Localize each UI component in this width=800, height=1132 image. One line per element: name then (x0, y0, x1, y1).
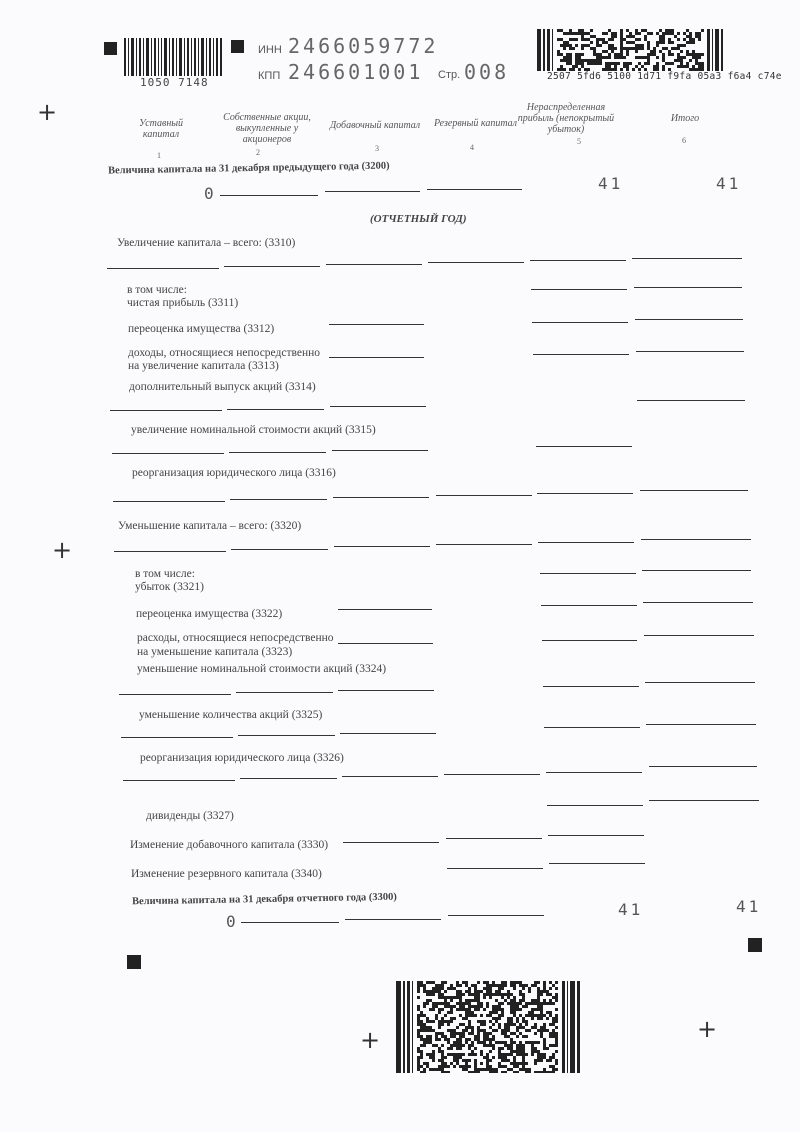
line (547, 805, 643, 806)
line (649, 800, 759, 801)
registration-mark (231, 40, 244, 53)
registration-mark (104, 42, 117, 55)
page-number: 008 (464, 60, 510, 84)
line (548, 835, 644, 836)
row-3312-label: переоценка имущества (3312) (128, 323, 275, 335)
row-including-label: в том числе: (127, 284, 187, 296)
line (543, 686, 639, 687)
line (340, 733, 436, 734)
r3200-col5-value: 41 (598, 174, 624, 193)
row-3315-label: увеличение номинальной стоимости акций (3315) (131, 424, 376, 436)
crosshair-mark: + (52, 536, 73, 564)
line (646, 724, 756, 725)
line (444, 774, 540, 775)
line (121, 737, 233, 738)
registration-mark (748, 938, 762, 952)
line (436, 544, 532, 545)
line (107, 268, 219, 269)
line (544, 727, 640, 728)
row-3320-label: Уменьшение капитала – всего: (3320) (118, 520, 302, 532)
column-header-5: Нераспределенная прибыль (непокрытый убыток) (517, 102, 615, 135)
row-3323-label-line1: расходы, относящиеся непосредственно (137, 632, 334, 644)
r3300-col5-value: 41 (618, 900, 644, 919)
line (114, 551, 226, 552)
pdf417-barcode-bottom (396, 981, 582, 1073)
linear-barcode (124, 38, 224, 76)
line (220, 195, 318, 196)
row-3325-label: уменьшение количества акций (3325) (139, 709, 323, 721)
r3200-col1-value: 0 (204, 184, 217, 203)
line (338, 690, 434, 691)
column-number-3: 3 (375, 144, 379, 153)
line (644, 635, 754, 636)
r3200-col6-value: 41 (716, 174, 742, 193)
line (338, 609, 432, 610)
line (231, 549, 328, 550)
row-3314-label: дополнительный выпуск акций (3314) (129, 381, 316, 393)
row-3200-label: Величина капитала на 31 декабря предыдущего года (3200) (107, 160, 390, 177)
line (531, 289, 627, 290)
line (329, 324, 424, 325)
line (636, 351, 744, 352)
line (334, 546, 430, 547)
line (119, 694, 231, 695)
row-3313-label-line2: на увеличение капитала (3313) (128, 360, 279, 372)
line (641, 539, 751, 540)
line (542, 640, 637, 641)
line (345, 919, 441, 920)
line (546, 772, 642, 773)
line (238, 735, 335, 736)
r3300-col1-value: 0 (226, 912, 239, 931)
column-header-2: Собственные акции, выкупленные у акционеров (223, 112, 311, 145)
line (329, 357, 424, 358)
line (637, 400, 745, 401)
row-3326-label: реорганизация юридического лица (3326) (140, 752, 344, 764)
column-header-6: Итого (670, 113, 700, 124)
line (227, 409, 324, 410)
line (643, 602, 753, 603)
row-3330-label: Изменение добавочного капитала (3330) (130, 839, 329, 851)
line (446, 838, 542, 839)
row-3323-label-line2: на уменьшение капитала (3323) (137, 646, 293, 658)
line (635, 319, 743, 320)
line (634, 287, 742, 288)
line (326, 264, 422, 265)
row-3313-label-line1: доходы, относящиеся непосредственно (128, 347, 321, 359)
line (112, 453, 224, 454)
kpp-label: КПП (258, 70, 281, 82)
row-including-label: в том числе: (135, 568, 195, 580)
column-number-1: 1 (157, 151, 161, 160)
line (530, 260, 626, 261)
line (640, 490, 748, 491)
hash-string: 2507 5fd6 5100 1d71 f9fa 05a3 f6a4 c74e (547, 71, 782, 82)
line (427, 189, 522, 190)
line (240, 778, 337, 779)
line (533, 354, 629, 355)
barcode-number: 1050 7148 (140, 76, 209, 89)
row-3321-label: убыток (3321) (135, 581, 204, 593)
line (540, 573, 636, 574)
crosshair-mark: + (360, 1026, 381, 1054)
line (448, 915, 544, 916)
line (541, 605, 637, 606)
crosshair-mark: + (37, 98, 58, 126)
row-3340-label: Изменение резервного капитала (3340) (131, 868, 322, 880)
line (224, 266, 320, 267)
line (436, 495, 532, 496)
registration-mark (127, 955, 141, 969)
line (123, 780, 235, 781)
section-title: (ОТЧЕТНЫЙ ГОД) (370, 213, 467, 225)
row-3324-label: уменьшение номинальной стоимости акций (3324) (137, 663, 387, 675)
line (333, 497, 429, 498)
line (642, 570, 751, 571)
column-number-2: 2 (256, 148, 260, 157)
row-3322-label: переоценка имущества (3322) (136, 608, 283, 620)
line (536, 446, 632, 447)
column-header-3: Добавочный капитал (329, 120, 421, 131)
line (343, 842, 439, 843)
line (332, 450, 428, 451)
row-3316-label: реорганизация юридического лица (3316) (132, 467, 336, 479)
line (549, 863, 645, 864)
line (236, 692, 333, 693)
line (325, 191, 420, 192)
line (645, 682, 755, 683)
line (537, 493, 633, 494)
line (241, 922, 339, 923)
column-number-4: 4 (470, 143, 474, 152)
row-3300-label: Величина капитала на 31 декабря отчетного года (3300) (131, 891, 397, 908)
line (110, 410, 222, 411)
pdf417-barcode-top (537, 29, 725, 71)
crosshair-mark: + (697, 1015, 718, 1043)
line (330, 406, 426, 407)
line (649, 766, 757, 767)
page-label: Стр. (438, 69, 461, 81)
line (447, 868, 543, 869)
line (113, 501, 225, 502)
kpp-value: 246601001 (288, 60, 424, 84)
row-3310-label: Увеличение капитала – всего: (3310) (117, 237, 296, 249)
line (428, 262, 524, 263)
line (230, 499, 327, 500)
inn-label: ИНН (258, 44, 282, 56)
row-3327-label: дивиденды (3327) (146, 810, 234, 822)
column-header-1: Уставный капитал (138, 118, 184, 140)
line (532, 322, 628, 323)
line (229, 452, 326, 453)
column-number-5: 5 (577, 137, 581, 146)
line (632, 258, 742, 259)
inn-value: 2466059772 (288, 34, 439, 58)
line (338, 643, 433, 644)
r3300-col6-value: 41 (736, 897, 762, 916)
column-number-6: 6 (682, 136, 686, 145)
row-3311-label: чистая прибыль (3311) (127, 297, 239, 309)
column-header-4: Резервный капитал (433, 118, 518, 129)
line (538, 542, 634, 543)
line (342, 776, 438, 777)
